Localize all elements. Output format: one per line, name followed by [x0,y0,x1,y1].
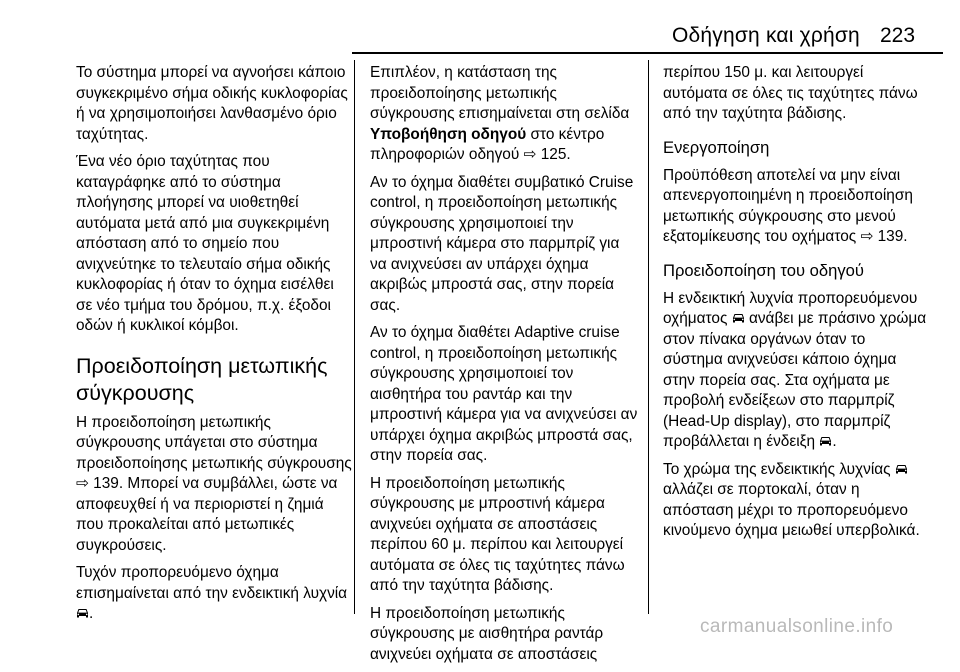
paragraph-text: ανάβει με πράσινο χρώμα στον πίνακα οργάνων όταν το σύστημα ανιχνεύσει κάποιο όχημα στην πορεία σας. Στα οχήματα με προβολή ενδείξεων στο παρμπρίζ (Head-Up display), στο παρμπρίζ προβάλλεται η ένδειξη [663,310,927,450]
paragraph: Η προειδοποίηση μετωπικής σύγκρουσης με αισθητήρα ραντάρ ανιχνεύει οχήματα σε αποστάσεις [370,604,604,663]
paragraph-text: στο κέντρο πληροφοριών οδηγού ⇨ 125. [370,125,605,163]
subsection-heading: Ενεργοποίηση [663,137,770,157]
watermark: carmanualsonline.info [700,616,894,637]
paragraph: περίπου 150 μ. και λειτουργεί αυτόματα σε όλες τις ταχύτητες πάνω από την ταχύτητα βάδισης. [663,64,918,122]
paragraph: Η προειδοποίηση μετωπικής σύγκρουσης υπάγεται στο σύστημα προειδοποίησης μετωπικής σύγκρουσης ⇨ 139. Μπορεί να συμβάλλει, ώστε να αποφευχθεί ή να περιοριστεί η ζημιά που προκαλείται από μετωπικές συγκρούσεις. [76,413,352,554]
paragraph [370,63,638,166]
paragraph [663,460,928,542]
paragraph: Ένα νέο όριο ταχύτητας που καταγράφηκε από το σύστημα πλοήγησης μπορεί να υιοθετηθεί αυτόματα μετά από μια συγκεκριμένη απόσταση από το σημείο που ανιχνεύτηκε το τελευταίο σήμα οδικής κυκλοφορίας ή όταν το όχημα εισέλθει σε νέο τμήμα του δρόμου, π.χ. έξοδοι οδών ή κυκλικοί κόμβοι. [76,153,334,334]
paragraph: Τυχόν προπορευόμενο όχημα επισημαίνεται από την ενδεικτική λυχνία . [76,564,348,622]
column-divider-1 [354,60,355,614]
paragraph-text: Τυχόν προπορευόμενο όχημα επισημαίνεται από την ενδεικτική λυχνία [76,564,348,602]
paragraph-text: Επιπλέον, η κατάσταση της προειδοποίησης μετωπικής σύγκρουσης επισημαίνεται στη σελίδα [370,64,630,122]
page-header [0,0,960,52]
paragraph: Η ενδεικτική λυχνία προπορευόμενου οχήματος ανάβει με πράσινο χρώμα στον πίνακα οργάνων όταν το σύστημα ανιχνεύσει κάποιο όχημα στην πορεία σας. Στα οχήματα με προβολή ενδείξεων στο παρμπρίζ (Head-Up display), στο παρμπρίζ προβάλλεται η ένδειξη . [663,289,927,450]
menu-reference: Υποβοήθηση οδηγού [370,125,527,143]
paragraph: Προϋπόθεση αποτελεί να μην είναι απενεργοποιημένη η προειδοποίηση μετωπικής σύγκρουσης στο μενού εξατομίκευσης του οχήματος ⇨ 139. [663,166,913,245]
subsection-heading: Προειδοποίηση του οδηγού [663,260,864,280]
paragraph-text: Η ενδεικτική λυχνία προπορευόμενου οχήματος [663,289,918,327]
car-front-icon [732,313,745,324]
paragraph-text: αλλάζει σε πορτοκαλί, όταν η απόσταση μέχρι το προπορευόμενο κινούμενο όχημα μειωθεί υπερβολικά. [663,481,920,539]
paragraph: Το σύστημα μπορεί να αγνοήσει κάποιο συγκεκριμένο σήμα οδικής κυκλοφορίας ή να χρησιμοποιήσει λανθασμένο όριο ταχύτητας. [76,64,348,143]
header-rule [352,52,943,54]
paragraph: Αν το όχημα διαθέτει Adaptive cruise control, η προειδοποίηση μετωπικής σύγκρουσης χρησιμοποιεί τον αισθητήρα του ραντάρ και την μπροστινή κάμερα για να ανιχνεύσει αν υπάρχει όχημα ακριβώς μπροστά σας, στην πορεία σας. [370,324,638,464]
paragraph: Η προειδοποίηση μετωπικής σύγκρουσης με μπροστινή κάμερα ανιχνεύει οχήματα σε αποστάσεις περίπου 60 μ. περίπου και λειτουργεί αυτόματα σε όλες τις ταχύτητες πάνω από την ταχύτητα βάδισης. [370,474,625,594]
column-3 [663,63,928,549]
column-2 [370,63,638,672]
car-front-icon [819,436,832,447]
car-front-icon [76,608,89,619]
column-divider-2 [648,60,649,614]
car-front-icon [895,464,908,475]
paragraph-text: Το χρώμα της ενδεικτικής λυχνίας [663,460,891,478]
paragraph: Αν το όχημα διαθέτει συμβατικό Cruise control, η προειδοποίηση μετωπικής σύγκρουσης χρησιμοποιεί την μπροστινή κάμερα στο παρμπρίζ για να ανιχνεύσει αν υπάρχει όχημα ακριβώς μπροστά σας, στην πορεία σας. [370,173,634,314]
column-1 [76,63,352,632]
section-heading: Προειδοποίηση μετωπικής σύγκρουσης [76,353,328,405]
page-header-title: Οδήγηση και χρήση [672,24,860,47]
page-number: 223 [880,24,916,47]
